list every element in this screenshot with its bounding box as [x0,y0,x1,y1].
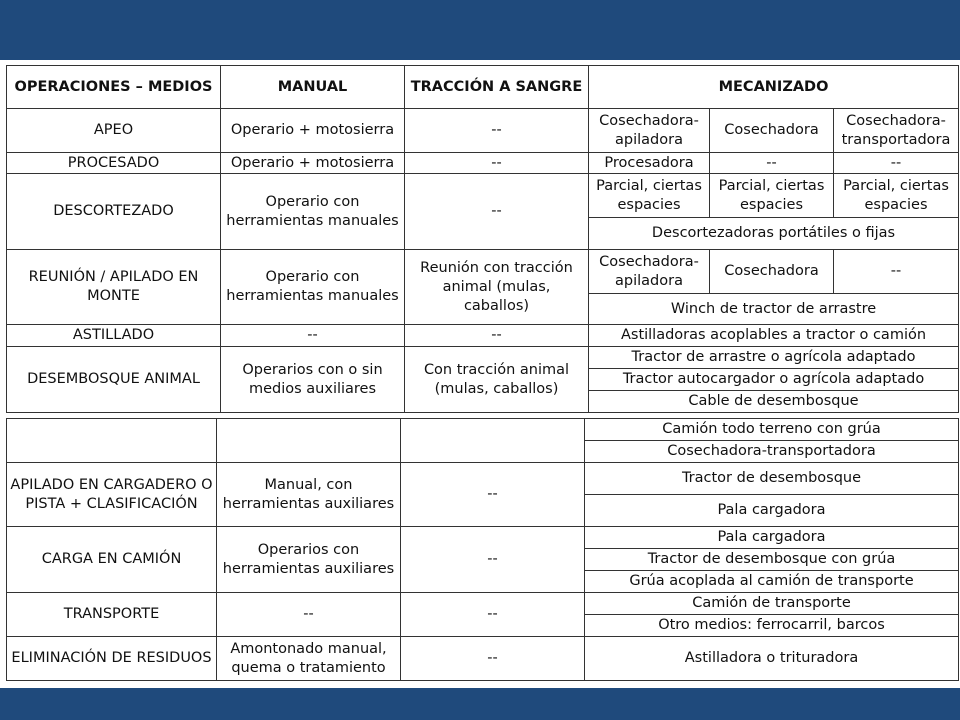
op-reunion: REUNIÓN / APILADO EN MONTE [7,250,221,325]
op-continuacion [7,419,217,463]
table-row [7,347,959,369]
mec-transporte-1: Camión de transporte [585,593,959,615]
mec-continuacion-2: Cosechadora-transportadora [585,441,959,463]
traccion-transporte: -- [401,593,585,637]
mec-procesado-2: -- [710,153,834,174]
mec-continuacion-1: Camión todo terreno con grúa [585,419,959,441]
traccion-apeo: -- [405,109,589,153]
table-row [7,109,959,153]
manual-carga: Operarios con herramientas auxiliares [217,527,401,593]
mec-descortezado-full: Descortezadoras portátiles o fijas [589,218,959,250]
mec-carga-3: Grúa acoplada al camión de transporte [585,571,959,593]
op-apilado: APILADO EN CARGADERO O PISTA + CLASIFICACIÓN [7,463,217,527]
manual-transporte: -- [217,593,401,637]
manual-continuacion [217,419,401,463]
operations-table-bottom [6,418,959,681]
op-transporte: TRANSPORTE [7,593,217,637]
mec-eliminacion: Astilladora o trituradora [585,637,959,681]
header-operaciones: OPERACIONES – MEDIOS [7,66,221,109]
table-row [7,593,959,615]
header-traccion: TRACCIÓN A SANGRE [405,66,589,109]
table-row [7,463,959,495]
traccion-desembosque: Con tracción animal (mulas, caballos) [405,347,589,413]
mec-apeo-2: Cosechadora [710,109,834,153]
mec-desembosque-2: Tractor autocargador o agrícola adaptado [589,369,959,391]
operations-table-top [6,65,959,413]
traccion-astillado: -- [405,325,589,347]
header-mecanizado: MECANIZADO [589,66,959,109]
manual-apeo: Operario + motosierra [221,109,405,153]
manual-eliminacion: Amontonado manual, quema o tratamiento [217,637,401,681]
table-row [7,250,959,294]
traccion-procesado: -- [405,153,589,174]
mec-descortezado-1: Parcial, ciertas espacies [589,174,710,218]
traccion-eliminacion: -- [401,637,585,681]
mec-desembosque-1: Tractor de arrastre o agrícola adaptado [589,347,959,369]
op-carga: CARGA EN CAMIÓN [7,527,217,593]
mec-reunion-1: Cosechadora-apiladora [589,250,710,294]
mec-apeo-3: Cosechadora-transportadora [834,109,959,153]
manual-apilado: Manual, con herramientas auxiliares [217,463,401,527]
op-astillado: ASTILLADO [7,325,221,347]
traccion-carga: -- [401,527,585,593]
traccion-reunion: Reunión con tracción animal (mulas, caballos) [405,250,589,325]
manual-procesado: Operario + motosierra [221,153,405,174]
mec-carga-2: Tractor de desembosque con grúa [585,549,959,571]
traccion-apilado: -- [401,463,585,527]
header-row [7,66,959,109]
mec-carga-1: Pala cargadora [585,527,959,549]
mec-astillado-full: Astilladoras acoplables a tractor o camión [589,325,959,347]
manual-astillado: -- [221,325,405,347]
manual-desembosque: Operarios con o sin medios auxiliares [221,347,405,413]
manual-descortezado: Operario con herramientas manuales [221,174,405,250]
table-row [7,174,959,218]
mec-procesado-3: -- [834,153,959,174]
op-apeo: APEO [7,109,221,153]
op-procesado: PROCESADO [7,153,221,174]
mec-apilado-2: Pala cargadora [585,495,959,527]
mec-reunion-2: Cosechadora [710,250,834,294]
table-row [7,419,959,441]
table-row [7,153,959,174]
manual-reunion: Operario con herramientas manuales [221,250,405,325]
mec-apeo-1: Cosechadora-apiladora [589,109,710,153]
op-eliminacion: ELIMINACIÓN DE RESIDUOS [7,637,217,681]
op-descortezado: DESCORTEZADO [7,174,221,250]
mec-descortezado-3: Parcial, ciertas espacies [834,174,959,218]
mec-reunion-full: Winch de tractor de arrastre [589,294,959,325]
mec-transporte-2: Otro medios: ferrocarril, barcos [585,615,959,637]
op-desembosque: DESEMBOSQUE ANIMAL [7,347,221,413]
mec-reunion-3: -- [834,250,959,294]
mec-procesado-1: Procesadora [589,153,710,174]
table-row [7,637,959,681]
mec-desembosque-3: Cable de desembosque [589,391,959,413]
table-row [7,325,959,347]
traccion-continuacion [401,419,585,463]
mec-descortezado-2: Parcial, ciertas espacies [710,174,834,218]
header-manual: MANUAL [221,66,405,109]
mec-apilado-1: Tractor de desembosque [585,463,959,495]
table-row [7,527,959,549]
traccion-descortezado: -- [405,174,589,250]
